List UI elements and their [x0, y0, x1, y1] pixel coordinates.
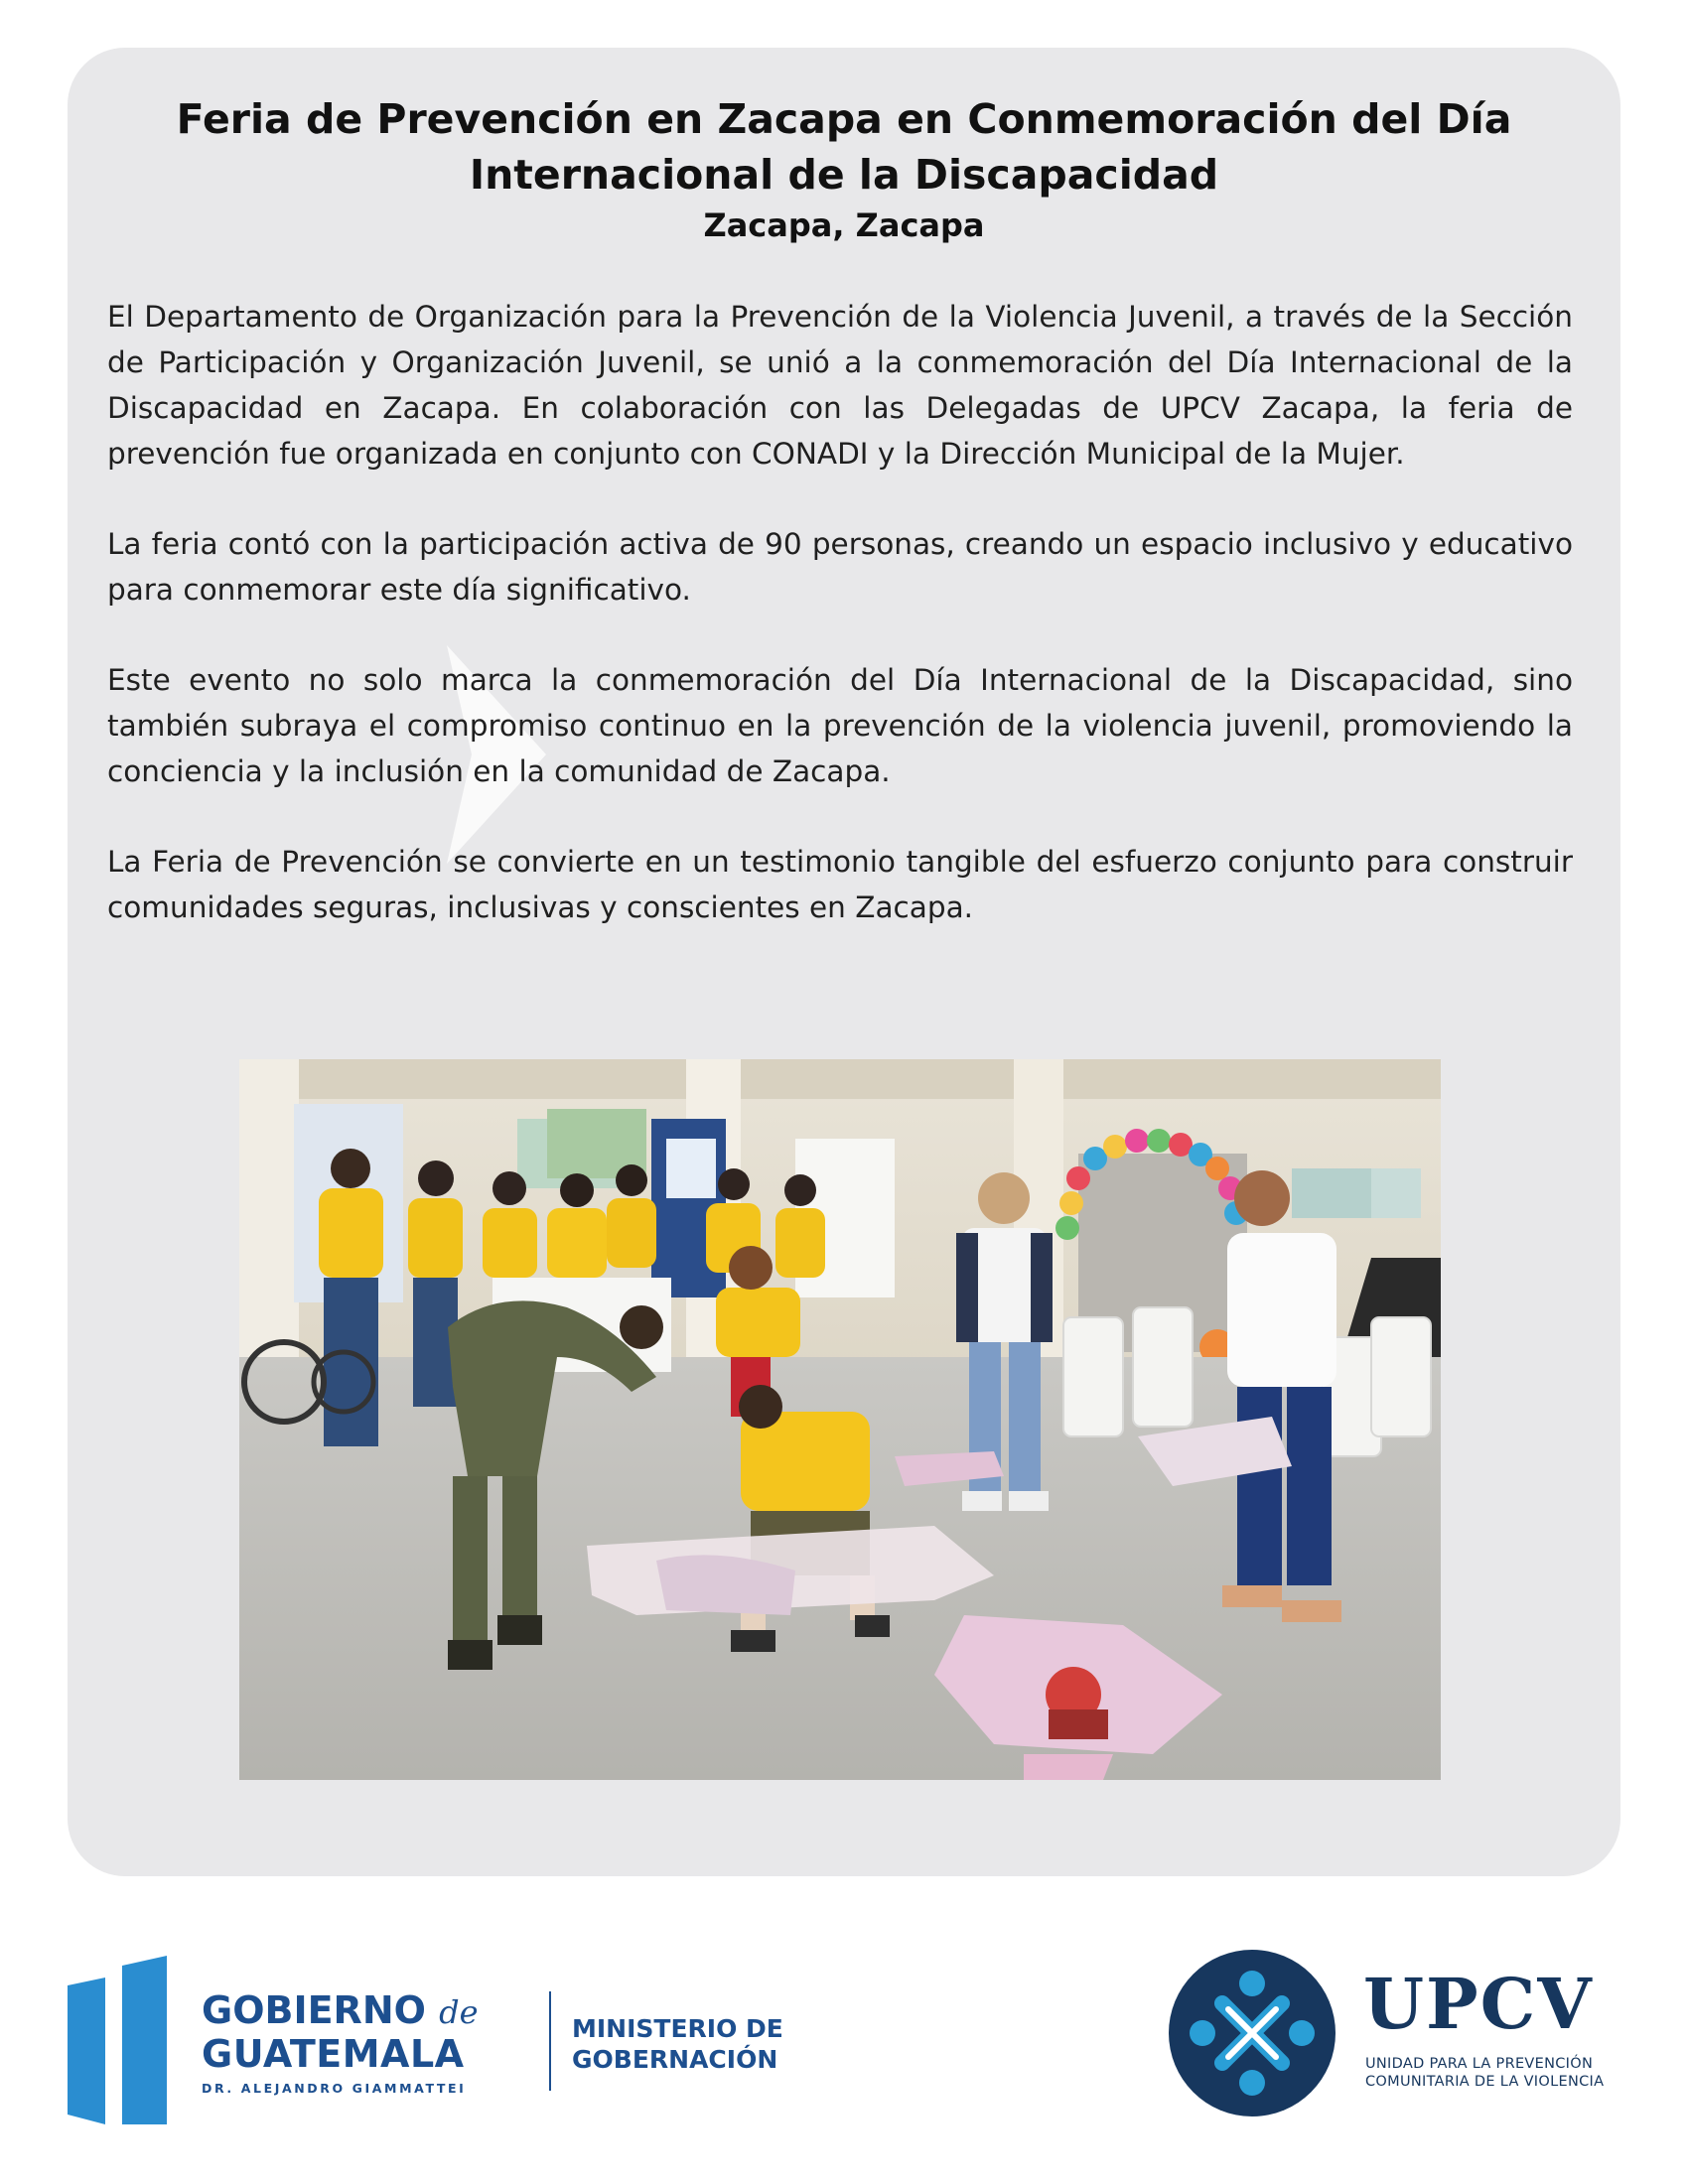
upcv-logo [1167, 1946, 1633, 2124]
paragraph-2: La feria contó con la participación activa de 90 personas, creando un espacio inclusivo y educativo para conmemorar este día significativo. [107, 527, 1573, 607]
article-body [107, 294, 1573, 975]
gov-line2: GUATEMALA [202, 2032, 465, 2076]
gov-gobierno-text: GOBIERNO [202, 1988, 426, 2032]
upcv-sub-line2: COMUNITARIA DE LA VIOLENCIA [1365, 2074, 1605, 2090]
upcv-sub-line1: UNIDAD PARA LA PREVENCIÓN [1365, 2056, 1594, 2072]
gov-de-text: de [439, 1993, 479, 2031]
event-photo [239, 1059, 1441, 1780]
page-subtitle-location: Zacapa, Zacapa [703, 206, 985, 244]
gov-president-name: DR. ALEJANDRO GIAMMATTEI [202, 2081, 467, 2096]
upcv-emblem-icon [1167, 1948, 1337, 2118]
paragraph-1: El Departamento de Organización para la Prevención de la Violencia Juvenil, a través de la Sección de Participación y Organización Juvenil, se unió a la conmemoración del Día Internacional de la Discapacidad en Zacapa. En colaboración con las Delegadas de UPCV Zacapa, la feria de prevención fue organizada en conjunto con CONADI y la Dirección Municipal de la Mujer. [107, 300, 1573, 471]
gov-line1 [202, 1989, 559, 2033]
ministry-line1: MINISTERIO DE [572, 2014, 783, 2043]
event-photo-illustration [239, 1059, 1441, 1780]
paragraph-3: Este evento no solo marca la conmemoración del Día Internacional de la Discapacidad, sino también subraya el compromiso continuo en la prevención de la violencia juvenil, promoviendo la conciencia y la inclusión en la comunidad de Zacapa. [107, 663, 1573, 788]
page-title: Feria de Prevención en Zacapa en Conmemoración del Día Internacional de la Discapacidad [176, 95, 1512, 199]
ministry-name [572, 2013, 783, 2075]
logo-divider [549, 1991, 551, 2091]
gov-wordmark [202, 1989, 559, 2096]
guatemala-bars-icon [68, 1956, 167, 2124]
upcv-subtitle [1365, 2055, 1604, 2091]
gobierno-guatemala-logo [68, 1946, 783, 2124]
ministry-line2: GOBERNACIÓN [572, 2045, 778, 2074]
paragraph-4: La Feria de Prevención se convierte en un testimonio tangible del esfuerzo conjunto para construir comunidades seguras, inclusivas y conscientes en Zacapa. [107, 845, 1573, 924]
upcv-wordmark: UPCV [1363, 1963, 1594, 2045]
